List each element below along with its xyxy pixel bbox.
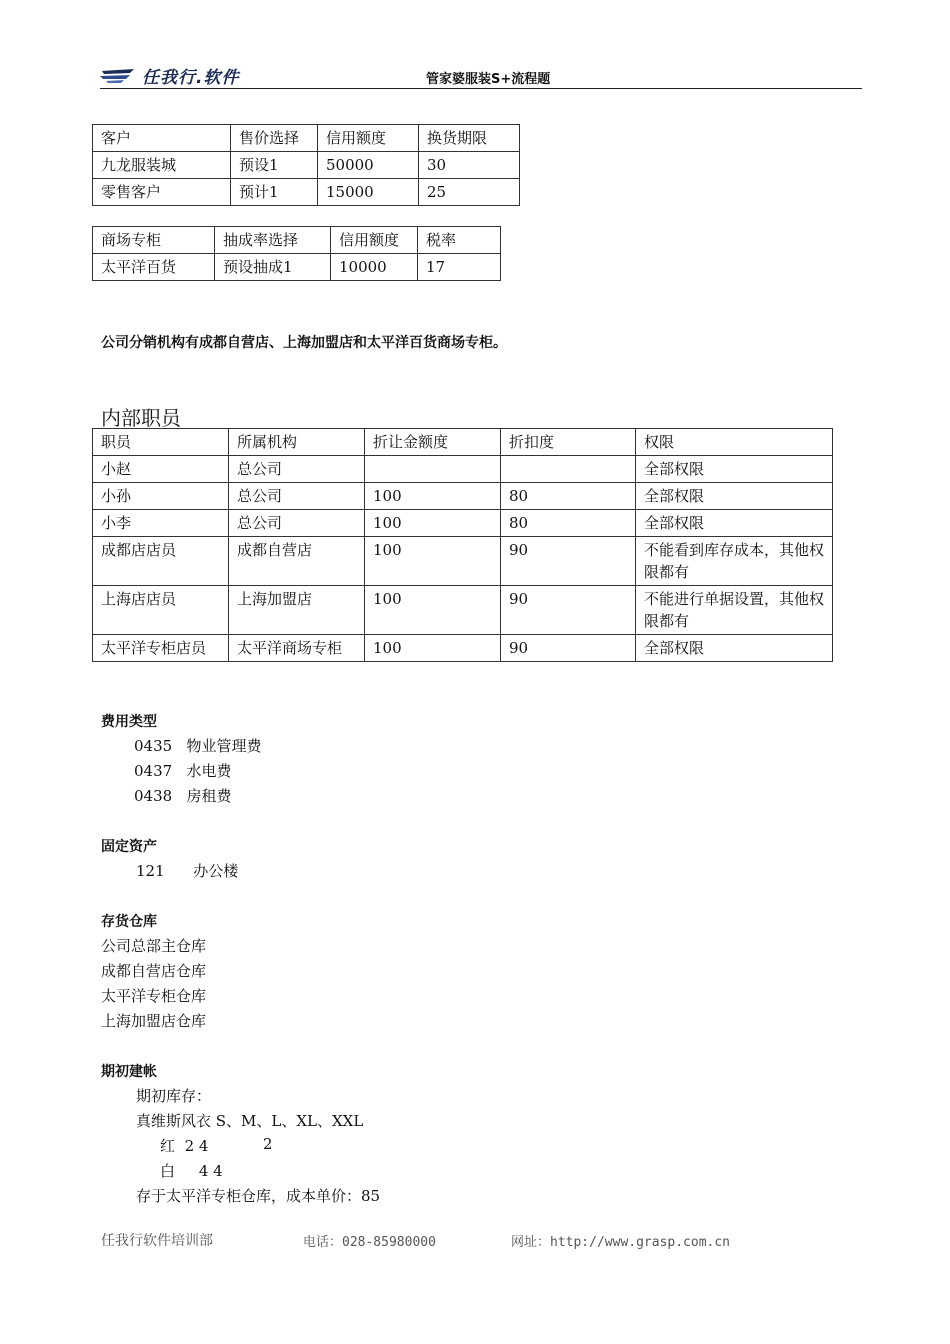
expense-name: 水电费 [186,762,232,780]
logo-swoosh-icon [100,67,138,83]
table-cell: 17 [418,254,501,281]
table-header-cell: 税率 [418,227,501,254]
opening-stock-label: 期初库存： [136,1087,212,1105]
logo-text: 任我行.软件 [142,67,240,88]
table-cell: 预计1 [231,179,318,206]
table-header-cell: 所属机构 [229,429,365,456]
table-header-row [93,429,833,456]
expense-code: 0435 [134,737,173,755]
color-qty: 2 4 [184,1137,209,1155]
expense-code: 0438 [134,787,173,805]
table-cell: 成都自营店 [229,537,365,586]
table-cell: 零售客户 [93,179,231,206]
table-cell: 100 [365,537,501,586]
warehouse-item: 上海加盟店仓库 [101,1012,207,1030]
company-logo [100,64,239,86]
table-cell: 总公司 [229,456,365,483]
footer-site: 网址：http://www.grasp.com.cn [511,1235,731,1250]
table-cell: 全部权限 [636,510,833,537]
warehouse-item: 成都自营店仓库 [101,962,207,980]
table-row [93,635,833,662]
table-header-row [93,125,520,152]
expense-item [134,785,232,806]
table-header-cell: 抽成率选择 [215,227,331,254]
table-cell: 上海店店员 [93,586,229,635]
table-cell: 不能进行单据设置，其他权限都有 [636,586,833,635]
expense-section-title: 费用类型 [101,714,157,730]
table-cell: 总公司 [229,510,365,537]
table-cell: 90 [501,537,636,586]
storage-note: 存于太平洋专柜仓库，成本单价：85 [136,1187,381,1205]
counter-table [92,226,501,281]
customer-table [92,124,520,206]
table-cell: 10000 [331,254,418,281]
table-row [93,152,520,179]
table-cell: 太平洋专柜店员 [93,635,229,662]
intro-sentence: 公司分销机构有成都自营店、上海加盟店和太平洋百货商场专柜。 [101,335,507,351]
table-cell: 全部权限 [636,456,833,483]
table-cell: 100 [365,483,501,510]
table-cell: 小赵 [93,456,229,483]
warehouse-item: 太平洋专柜仓库 [101,987,207,1005]
table-cell: 80 [501,510,636,537]
expense-name: 房租费 [186,787,232,805]
asset-code: 121 [136,862,165,880]
color-name: 红 [160,1137,176,1155]
table-cell: 上海加盟店 [229,586,365,635]
table-cell: 50000 [318,152,419,179]
table-cell: 25 [419,179,520,206]
table-row [93,510,833,537]
doc-title: 管家婆服装S+流程题 [426,72,551,87]
asset-name: 办公楼 [193,862,239,880]
table-cell: 太平洋商场专柜 [229,635,365,662]
table-header-cell: 客户 [93,125,231,152]
table-cell: 总公司 [229,483,365,510]
table-cell: 小李 [93,510,229,537]
table-cell: 太平洋百货 [93,254,215,281]
warehouse-section-title: 存货仓库 [101,914,157,930]
opening-section-title: 期初建帐 [101,1064,157,1080]
table-cell: 15000 [318,179,419,206]
table-cell: 预设1 [231,152,318,179]
table-cell: 100 [365,586,501,635]
table-row [93,537,833,586]
table-row [93,483,833,510]
expense-item [134,760,232,781]
table-cell: 80 [501,483,636,510]
color-row [160,1160,223,1181]
table-cell [501,456,636,483]
expense-name: 物业管理费 [186,737,262,755]
table-row [93,179,520,206]
staff-section-title: 内部职员 [101,406,181,430]
product-line: 真维斯风衣 S、M、L、XL、XXL [136,1112,364,1130]
table-row [93,456,833,483]
table-cell: 全部权限 [636,483,833,510]
footer-phone: 电话：028-85980000 [303,1235,436,1250]
table-cell: 30 [419,152,520,179]
table-cell: 90 [501,586,636,635]
table-header-cell: 信用额度 [318,125,419,152]
table-header-cell: 售价选择 [231,125,318,152]
color-qty: 4 4 [198,1162,223,1180]
table-cell: 预设抽成1 [215,254,331,281]
staff-table [92,428,833,662]
expense-item [134,735,262,756]
table-header-cell: 商场专柜 [93,227,215,254]
page-header [100,62,862,89]
table-cell: 成都店店员 [93,537,229,586]
table-header-cell: 职员 [93,429,229,456]
color-row [160,1135,208,1156]
fixed-asset-item [136,860,238,881]
table-cell: 不能看到库存成本，其他权限都有 [636,537,833,586]
table-cell: 100 [365,510,501,537]
table-header-cell: 换货期限 [419,125,520,152]
table-header-cell: 折让金额度 [365,429,501,456]
table-cell: 小孙 [93,483,229,510]
table-cell: 100 [365,635,501,662]
color-extra: 2 [263,1135,273,1153]
table-cell: 全部权限 [636,635,833,662]
table-header-row [93,227,501,254]
table-cell [365,456,501,483]
footer-dept: 任我行软件培训部 [101,1233,213,1249]
expense-code: 0437 [134,762,173,780]
table-row [93,254,501,281]
warehouse-item: 公司总部主仓库 [101,937,207,955]
fixed-assets-section-title: 固定资产 [101,839,157,855]
table-header-cell: 权限 [636,429,833,456]
table-header-cell: 信用额度 [331,227,418,254]
color-name: 白 [160,1162,176,1180]
table-row [93,586,833,635]
table-header-cell: 折扣度 [501,429,636,456]
table-cell: 九龙服装城 [93,152,231,179]
table-cell: 90 [501,635,636,662]
